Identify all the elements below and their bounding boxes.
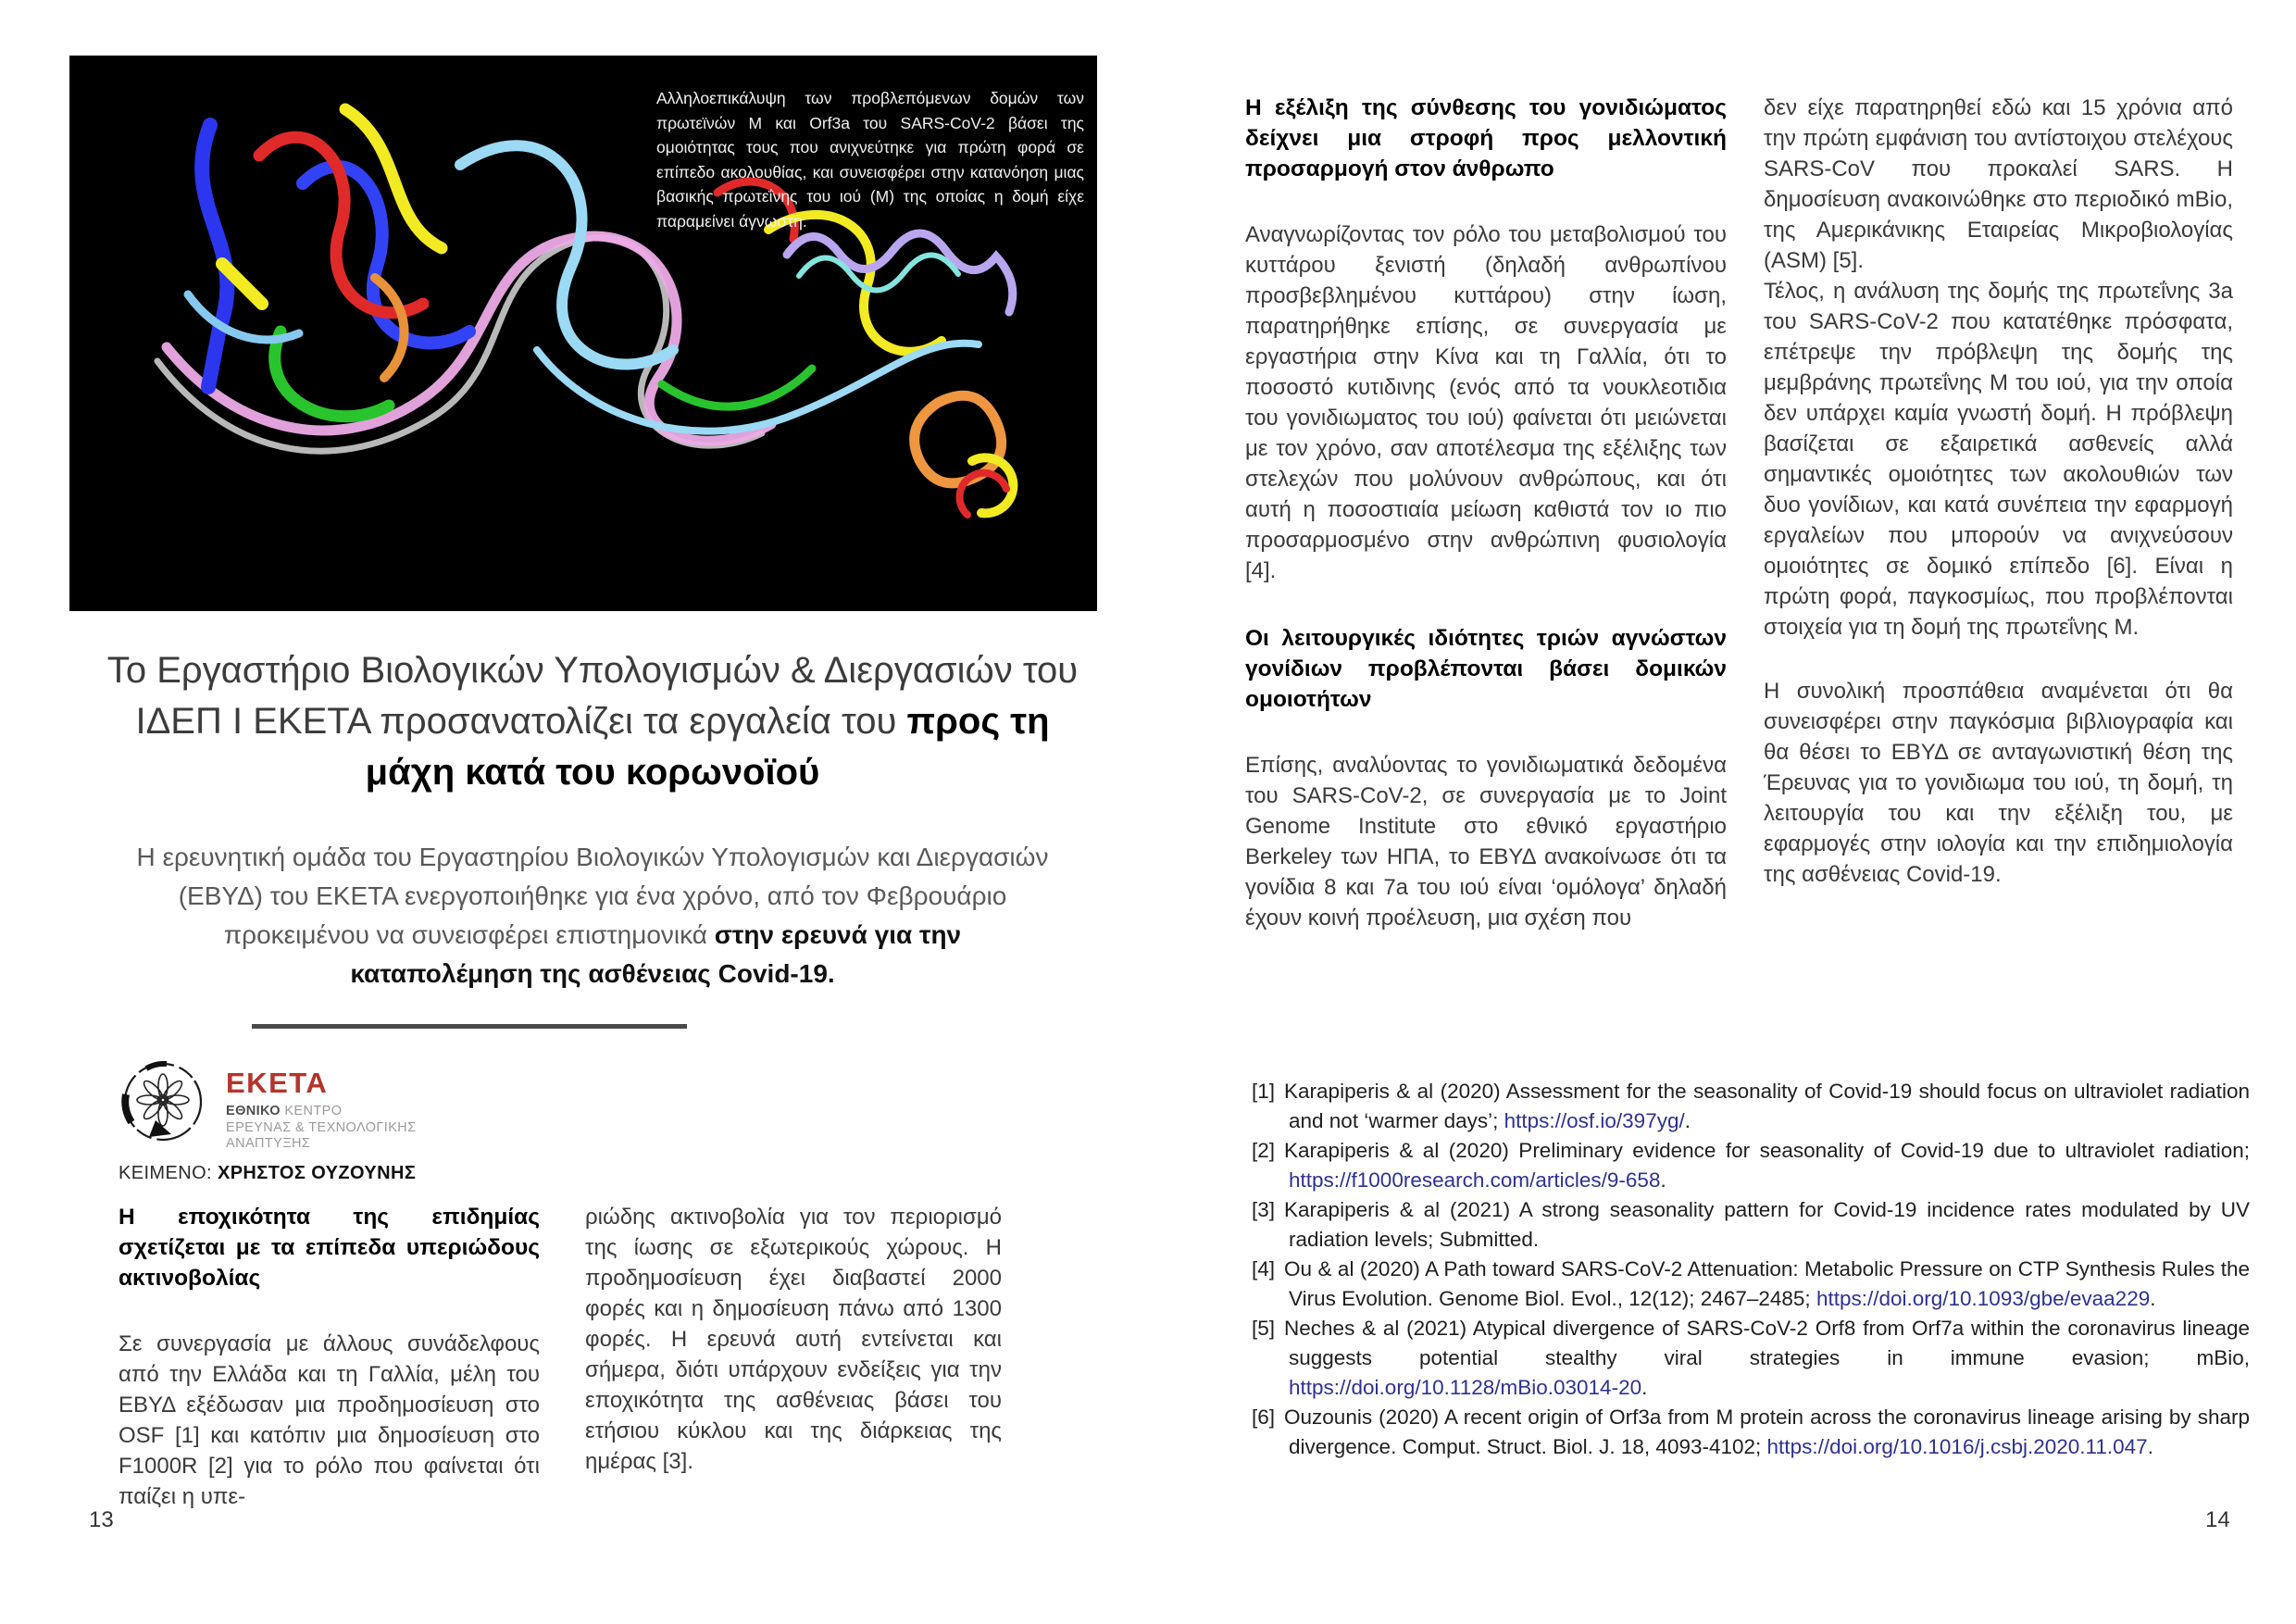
reference-link[interactable]: https://doi.org/10.1128/mBio.03014-20 — [1289, 1376, 1642, 1399]
reference-number: [6] — [1252, 1405, 1276, 1429]
reference-suffix: . — [2150, 1287, 2156, 1310]
reference-number: [4] — [1252, 1257, 1276, 1280]
reference-number: [3] — [1252, 1198, 1276, 1221]
reference-text: Neches & al (2021) Atypical divergence of SARS-CoV-2 Orf8 from Orf7a within the coronavirus lineage suggests potential stealthy viral strategies in immune evasion; mBio, — [1284, 1317, 2250, 1369]
right-col1-paragraph-1: Αναγνωρίζοντας τον ρόλο του μεταβολισμού του κυττάρου ξενιστή (δηλαδή ανθρωπίνου προσβεβλημένου κυττάρου) στην ίωση, παρατηρήθηκε επίσης, σε συνεργασία με εργαστήρια στην Κίνα και τη Γαλλία, ότι το ποσοστό κυτιδινης (ενός από τα νουκλεοτιδια του γονιδιωματος του ιού) φαίνεται ότι μειώνεται με τον χρόνο, σαν αποτέλεσμα της εξέλιξης των στελεχών που μολύνουν ανθρώπους, και ότι αυτή η ποσοστιαία μείωση καθιστά τον ιο πιο προσαρμοσμένο στην ανθρώπινη φυσιολογία [4]. — [1245, 222, 1727, 583]
reference-text: Karapiperis & al (2020) Assessment for the seasonality of Covid-19 should focus on ultraviolet radiation and not ‘warmer days’; — [1284, 1080, 2250, 1132]
right-col2-paragraph-1: δεν είχε παρατηρηθεί εδώ και 15 χρόνια από την πρώτη εμφάνιση του αντίστοιχου στελέχους SARS-CoV που προκαλεί SARS. Η δημοσίευση ανακοινώθηκε στο περιοδικό mBio, της Αμερικάνικης Εταιρείας Μικροβιολογίας (ASM) [5]. — [1764, 95, 2233, 273]
article-subtitle — [130, 838, 1055, 993]
reference-item — [1252, 1255, 2250, 1314]
page-number-left: 13 — [89, 1507, 114, 1532]
reference-item — [1252, 1314, 2250, 1403]
reference-suffix: . — [2147, 1435, 2153, 1458]
left-page-column-1 — [119, 1202, 540, 1512]
right-col1-heading-1: Η εξέλιξη της σύνθεσης του γονιδιώματος δείχνει μια στροφή προς μελλοντική προσαρμογή στον άνθρωπο — [1245, 95, 1727, 181]
reference-item — [1252, 1077, 2250, 1136]
article-subtitle-normal: Η ερευνητική ομάδα του Εργαστηρίου Βιολογικών Υπολογισμών και Διεργασιών (ΕΒΥΔ) του ΕΚΕΤΑ ενεργοποιήθηκε για ένα χρόνο, από τον Φεβρουάριο προκειμένου να συνεισφέρει επιστημονικά — [136, 843, 1049, 949]
reference-text: Karapiperis & al (2021) A strong seasonality pattern for Covid-19 incidence rates modulated by UV radiation levels; Submitted. — [1284, 1198, 2250, 1251]
logo-line1-strong: ΕΘΝΙΚΟ — [226, 1104, 281, 1118]
hero-image-panel — [69, 56, 1097, 611]
reference-link[interactable]: https://doi.org/10.1093/gbe/evaa229 — [1816, 1287, 2151, 1310]
reference-number: [1] — [1252, 1080, 1276, 1103]
reference-suffix: . — [1641, 1376, 1648, 1399]
image-caption: Αλληλοεπικάλυψη των προβλεπόμενων δομών των πρωτεϊνών Μ και Orf3a του SARS-CoV-2 βάσει της ομοιότητας τους που ανιχνεύτηκε για πρώτη φορά σε επίπεδο ακολουθίας, και συνεισφέρει στην κατανόηση μιας βασικής πρωτεΐνης του ιού (Μ) της οποίας η δομή είχε παραμείνει άγνωστη. — [656, 89, 1084, 231]
article-title — [88, 645, 1097, 799]
logo-line1-rest: ΚΕΝΤΡΟ — [280, 1104, 343, 1118]
logo-line2: ΕΡΕΥΝΑΣ & ΤΕΧΝΟΛΟΓΙΚΗΣ — [226, 1119, 417, 1135]
reference-text: Karapiperis & al (2020) Preliminary evidence for seasonality of Covid-19 due to ultraviolet radiation; — [1284, 1139, 2250, 1162]
right-col1-paragraph-2: Επίσης, αναλύοντας το γονιδιωματικά δεδομένα του SARS-CoV-2, σε συνεργασία με το Joint Genome Institute στο εθνικό εργαστήριο Berkeley των ΗΠΑ, το ΕΒΥΔ ανακοίνωσε ότι τα γονίδια 8 και 7a του ιού είναι ‘ομόλογα’ δηλαδή έχουν κοινή προέλευση, μια σχέση που — [1245, 753, 1727, 931]
reference-text: Ouzounis (2020) A recent origin of Orf3a from M protein across the coronavirus lineage arising by sharp divergence. Comput. Struct. Biol. J. 18, 4093-4102; — [1284, 1405, 2250, 1458]
left-page-column-2 — [585, 1202, 1002, 1477]
reference-item — [1252, 1136, 2250, 1195]
byline — [119, 1163, 416, 1184]
references-list — [1252, 1077, 2250, 1462]
reference-link[interactable]: https://f1000research.com/articles/9-658 — [1289, 1168, 1661, 1192]
reference-item — [1252, 1195, 2250, 1255]
left-column-heading: Η εποχικότητα της επιδημίας σχετίζεται με τα επίπεδα υπεριώδους ακτινοβολίας — [119, 1205, 540, 1291]
article-title-bold: προς τη μάχη κατά του κορωνοϊού — [365, 701, 1050, 793]
eketa-emblem-icon — [119, 1061, 207, 1146]
reference-suffix: . — [1660, 1168, 1666, 1192]
reference-link[interactable]: https://doi.org/10.1016/j.csbj.2020.11.047 — [1766, 1435, 2148, 1458]
reference-item — [1252, 1403, 2250, 1462]
section-divider-rule — [252, 1024, 687, 1029]
logo-line3: ΑΝΑΠΤΥΞΗΣ — [226, 1136, 311, 1151]
right-col2-paragraph-2: Τέλος, η ανάλυση της δομής της πρωτεΐνης 3a του SARS-CoV-2 που κατατέθηκε πρόσφατα, επέτρεψε την πρόβλεψη της δομής της μεμβράνης πρωτεΐνης Μ του ιού, για την οποία δεν υπάρχει καμία γνωστή δομή. Η πρόβλεψη βασίζεται σε εξαιρετικά ασθενείς αλλά σημαντικές ομοιότητες των ακολουθιών των δυο γονίδιων, και κατά συνέπεια την εφαρμογή εργαλείων που μπορούν να ανιχνεύσουν ομοιότητες σε δομικό επίπεδο [6]. Είναι η πρώτη φορά, παγκοσμίως, που προβλέπονται στοιχεία για τη δομή της πρωτεΐνης Μ. — [1764, 279, 2233, 640]
left-column-paragraph: Σε συνεργασία με άλλους συνάδελφους από την Ελλάδα και τη Γαλλία, μέλη του ΕΒΥΔ εξέδωσαν μια προδημοσίευση στο OSF [1] και κατόπιν μια δημοσίευση στο F1000R [2] για το ρόλο που φαίνεται ότι παίζει η υπε- — [119, 1331, 540, 1509]
reference-number: [5] — [1252, 1317, 1276, 1340]
right-col2-paragraph-3: Η συνολική προσπάθεια αναμένεται ότι θα συνεισφέρει στην παγκόσμια βιβλιογραφία και θα θέσει το ΕΒΥΔ σε ανταγωνιστική θέση της Έρευνας για το γονιδιωμα του ιού, τη δομή, τη λειτουργία του και την εξέλιξη του, με εφαρμογές στην ιολογία και την επιδημιολογία της ασθένειας Covid-19. — [1764, 679, 2233, 887]
byline-label: ΚΕΙΜΕΝΟ: — [119, 1163, 218, 1183]
left-column2-paragraph: ριώδης ακτινοβολία για τον περιορισμό της ίωσης σε εξωτερικούς χώρους. Η προδημοσίευση έχει διαβαστεί 2000 φορές και η δημοσίευση πάνω από 1300 φορές. Η ερευνά αυτή εντείνεται και σήμερα, διότι υπάρχουν ενδείξεις για την εποχικότητα της ασθένειας βάσει του ετήσιου κύκλου και της διάρκειας της ημέρας [3]. — [585, 1205, 1002, 1474]
eketa-logo-subtitle — [226, 1104, 417, 1153]
article-subtitle-bold: στην ερευνά για την καταπολέμηση της ασθένειας Covid-19. — [350, 920, 962, 988]
page-number-right: 14 — [2205, 1507, 2230, 1532]
right-page-column-1 — [1245, 93, 1727, 933]
eketa-logo-text — [226, 1061, 417, 1153]
eketa-logo — [119, 1061, 417, 1153]
right-col1-heading-2: Οι λειτουργικές ιδιότητες τριών αγνώστων γονίδιων προβλέπονται βάσει δομικών ομοιοτήτων — [1245, 626, 1727, 712]
reference-link[interactable]: https://osf.io/397yg/ — [1504, 1109, 1685, 1132]
reference-suffix: . — [1684, 1109, 1691, 1132]
eketa-logo-name: ΕΚΕΤΑ — [226, 1067, 329, 1099]
article-title-normal: Το Εργαστήριο Βιολογικών Υπολογισμών & Διεργασιών του ΙΔΕΠ Ι ΕΚΕΤΑ προσανατολίζει τα εργαλεία του — [106, 650, 1079, 743]
byline-author: ΧΡΗΣΤΟΣ ΟΥΖΟΥΝΗΣ — [217, 1163, 417, 1183]
right-page-column-2 — [1764, 93, 2233, 890]
reference-text: Ou & al (2020) A Path toward SARS-CoV-2 Attenuation: Metabolic Pressure on CTP Synthesis Rules the Virus Evolution. Genome Biol. Evol., 12(12); 2467–2485; — [1284, 1257, 2250, 1310]
reference-number: [2] — [1252, 1139, 1276, 1162]
